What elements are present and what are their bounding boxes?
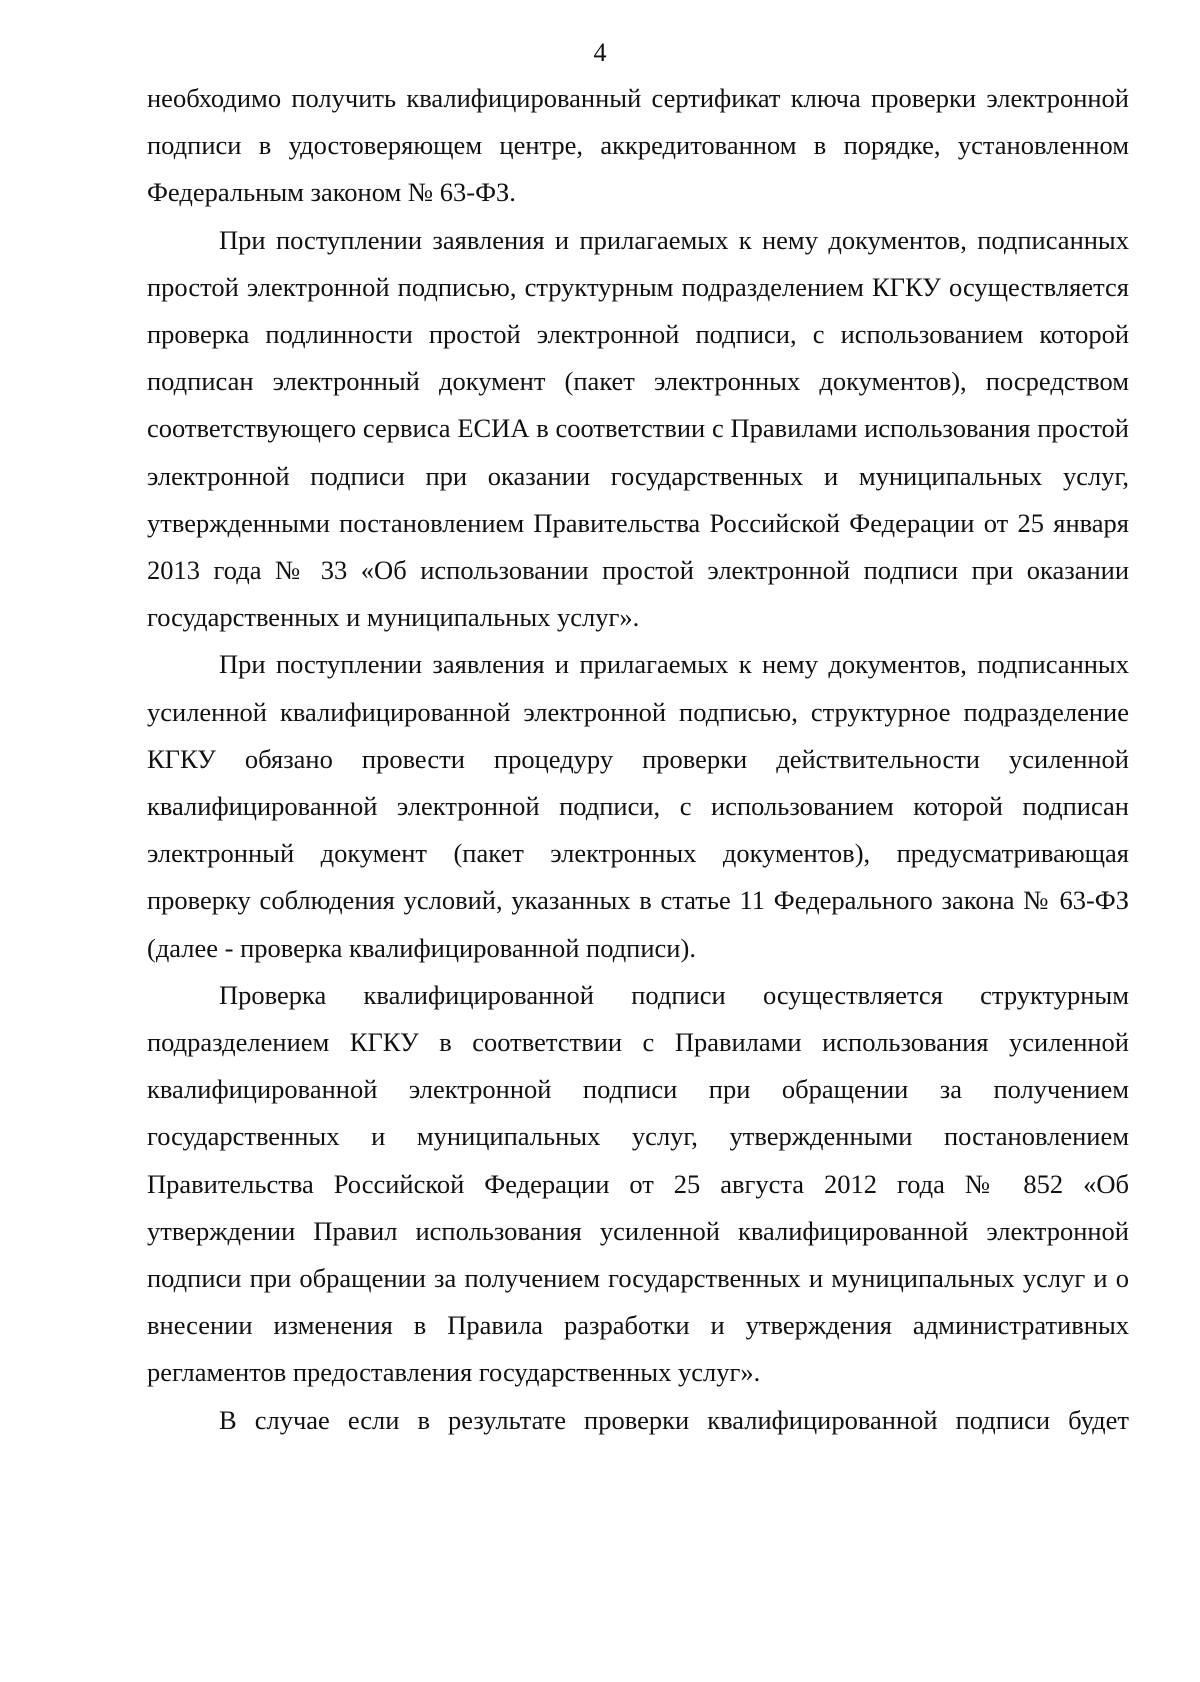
- paragraph-check-result: В случае если в результате проверки квалифицированной подписи будет: [219, 1404, 1129, 1435]
- page-number: 4: [593, 38, 607, 67]
- paragraph-qualified-signature-rules: Проверка квалифицированной подписи осуществляется структурным подразделением КГКУ в соответствии с Правилами использования усиленной квалифицированной электронной подписи при обращении за получением государственных и муниципальных услуг, утвержденными постановлением Правительства Российской Федерации от 25 августа 2012 года № 852 «Об утверждении Правил использования усиленной квалифицированной электронной подписи при обращении за получением государственных и муниципальных услуг и о внесении изменения в Правила разработки и утверждения административных регламентов предоставления государственных услуг».: [147, 979, 1129, 1388]
- paragraph-continuation: необходимо получить квалифицированный сертификат ключа проверки электронной подписи в удостоверяющем центре, аккредитованном в порядке, установленном Федеральным законом № 63-ФЗ.: [147, 83, 1129, 208]
- paragraph-simple-signature-check: При поступлении заявления и прилагаемых к нему документов, подписанных простой электронной подписью, структурным подразделением КГКУ осуществляется проверка подлинности простой электронной подписи, с использованием которой подписан электронный документ (пакет электронных документов), посредством соответствующего сервиса ЕСИА в соответствии с Правилами использования простой электронной подписи при оказании государственных и муниципальных услуг, утвержденными постановлением Правительства Российской Федерации от 25 января 2013 года № 33 «Об использовании простой электронной подписи при оказании государственных и муниципальных услуг».: [147, 224, 1129, 633]
- document-body: [147, 75, 1129, 1444]
- paragraph-qualified-signature-check: При поступлении заявления и прилагаемых к нему документов, подписанных усиленной квалифицированной электронной подписью, структурное подразделение КГКУ обязано провести процедуру проверки действительности усиленной квалифицированной электронной подписи, с использованием которой подписан электронный документ (пакет электронных документов), предусматривающая проверку соблюдения условий, указанных в статье 11 Федерального закона № 63-ФЗ (далее - проверка квалифицированной подписи).: [147, 649, 1129, 963]
